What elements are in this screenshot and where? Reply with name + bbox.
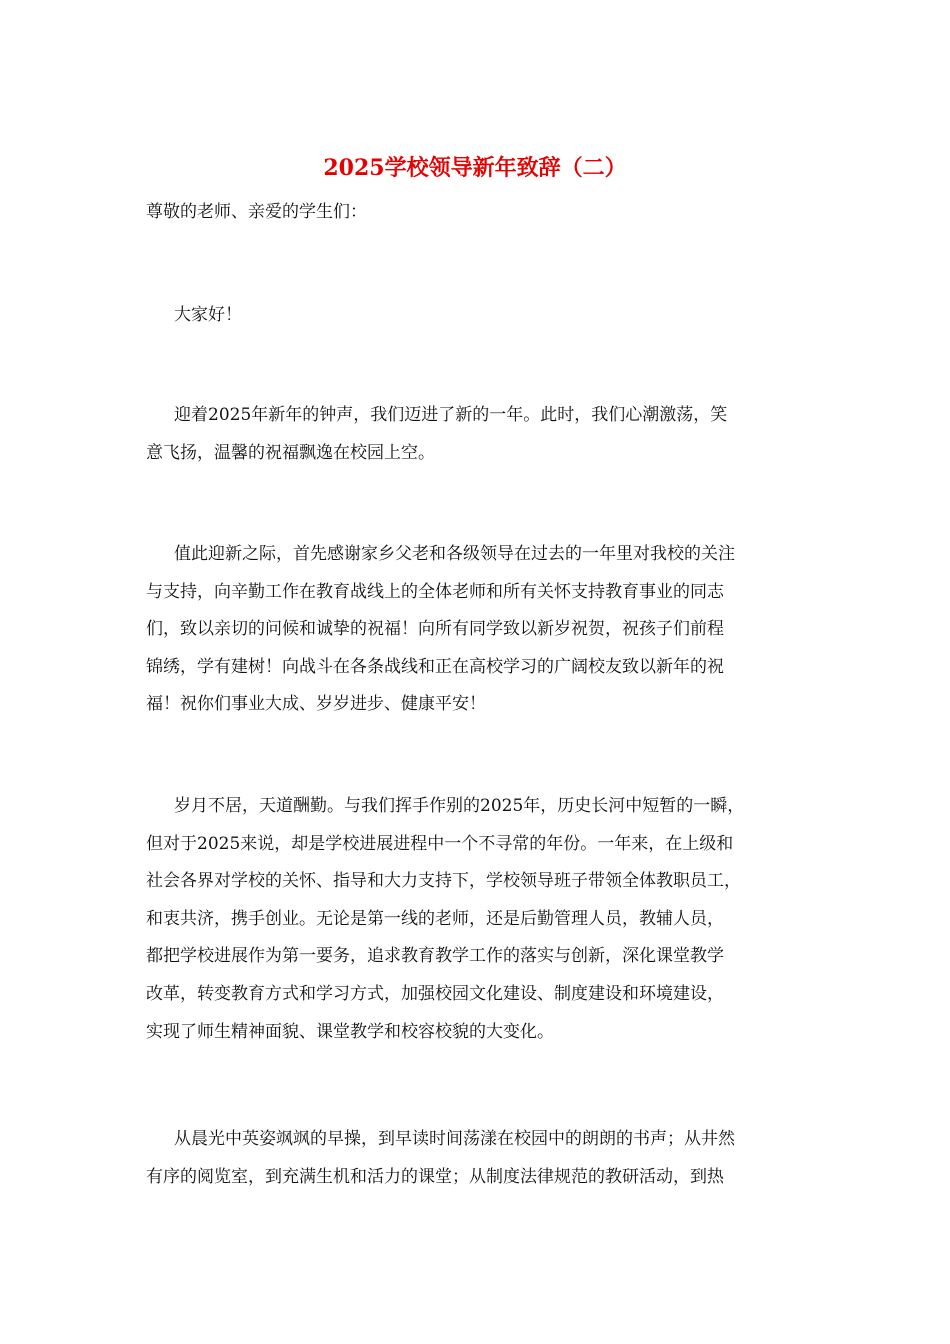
salutation: 尊敬的老师、亲爱的学生们：: [146, 202, 367, 222]
paragraph-line: 大家好！: [174, 305, 242, 325]
paragraph-line: 岁月不居，天道酬勤。与我们挥手作别的2025年，历史长河中短暂的一瞬，: [174, 796, 745, 816]
paragraph-line: 改革，转变教育方式和学习方式，加强校园文化建设、制度建设和环境建设，: [146, 983, 724, 1004]
paragraph-line: 锦绣，学有建树！向战斗在各条战线和正在高校学习的广阔校友致以新年的祝: [146, 656, 724, 677]
paragraph-line: 都把学校进展作为第一要务，追求教育教学工作的落实与创新，深化课堂教学: [146, 946, 724, 967]
paragraph-review: [146, 788, 806, 1051]
paragraph-line: 意飞扬，温馨的祝福飘逸在校园上空。: [146, 442, 435, 463]
paragraph-line: 与支持，向辛勤工作在教育战线上的全体老师和所有关怀支持教育事业的同志: [146, 581, 724, 602]
paragraph-line: 福！祝你们事业大成、岁岁进步、健康平安！: [146, 694, 486, 715]
paragraph-line: 实现了师生精神面貌、课堂教学和校容校貌的大变化。: [146, 1021, 554, 1042]
paragraph-campus-life: [146, 1121, 806, 1196]
paragraph-line: 但对于2025来说，却是学校进展进程中一个不寻常的年份。一年来，在上级和: [146, 833, 734, 854]
paragraph-line: 社会各界对学校的关怀、指导和大力支持下，学校领导班子带领全体教职员工，: [146, 871, 741, 892]
paragraph-thanks: [146, 536, 806, 724]
paragraph-line: 和衷共济，携手创业。无论是第一线的老师，还是后勤管理人员，教辅人员，: [146, 908, 724, 929]
paragraph-line: 们，致以亲切的问候和诚挚的祝福！向所有同学致以新岁祝贺，祝孩子们前程: [146, 619, 724, 640]
paragraph-line: 有序的阅览室，到充满生机和活力的课堂；从制度法律规范的教研活动，到热: [146, 1166, 724, 1187]
paragraph-line: 从晨光中英姿飒飒的早操，到早读时间荡漾在校园中的朗朗的书声；从井然: [174, 1129, 735, 1149]
paragraph-line: 值此迎新之际，首先感谢家乡父老和各级领导在过去的一年里对我校的关注: [174, 544, 735, 564]
paragraph-new-year: [146, 397, 806, 472]
document-title: 2025学校领导新年致辞（二）: [323, 155, 627, 181]
paragraph-greeting: [146, 297, 806, 335]
paragraph-line: 迎着2025年新年的钟声，我们迈进了新的一年。此时，我们心潮激荡，笑: [174, 405, 728, 425]
